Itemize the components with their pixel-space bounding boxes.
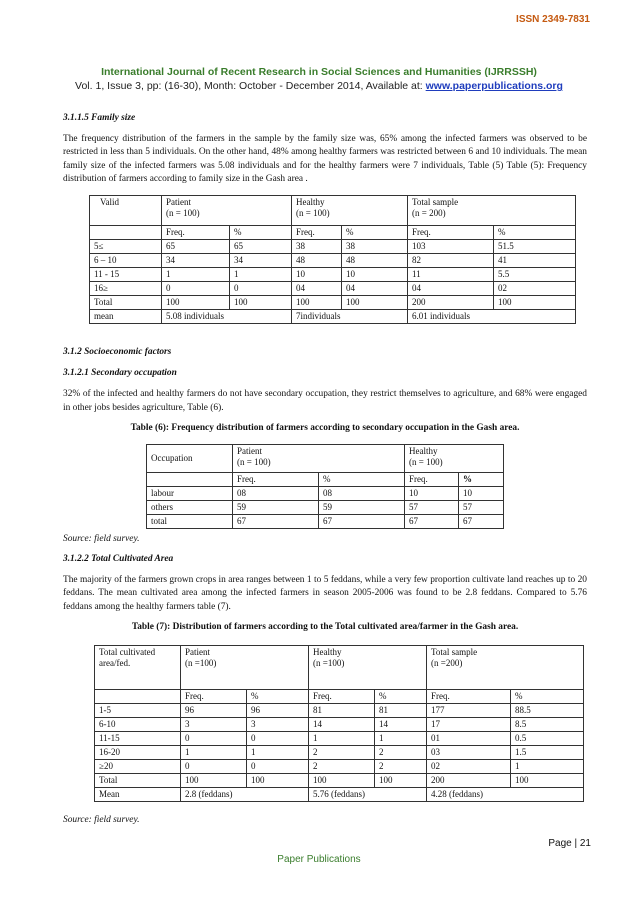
section-heading: 3.1.2.2 Total Cultivated Area xyxy=(63,554,174,564)
row-label: 5≤ xyxy=(90,240,162,254)
row-label: ≥20 xyxy=(95,760,181,774)
cell: 0 xyxy=(181,732,247,746)
th-freq: Freq. xyxy=(292,226,342,240)
mean-patient: 2.8 (feddans) xyxy=(181,788,309,802)
source-note: Source: field survey. xyxy=(63,534,140,544)
th-freq: Freq. xyxy=(408,226,494,240)
cell: 0 xyxy=(181,760,247,774)
table-row xyxy=(90,282,576,296)
row-label: Total xyxy=(95,774,181,788)
th-freq: Freq. xyxy=(181,690,247,704)
cell: 57 xyxy=(405,501,459,515)
cell: 1 xyxy=(162,268,230,282)
row-label: total xyxy=(147,515,233,529)
th-freq: Freq. xyxy=(233,473,319,487)
cell: 10 xyxy=(342,268,408,282)
cell xyxy=(95,690,181,704)
cell: 8.5 xyxy=(511,718,584,732)
cell: 2 xyxy=(309,746,375,760)
cell: 100 xyxy=(230,296,292,310)
cell: 3 xyxy=(247,718,309,732)
row-label: 16-20 xyxy=(95,746,181,760)
volume-text: Vol. 1, Issue 3, pp: (16-30), Month: October - December 2014, Available at: xyxy=(75,80,426,92)
mean-total: 6.01 individuals xyxy=(408,310,576,324)
section-family-size xyxy=(63,112,587,186)
cell: 14 xyxy=(375,718,427,732)
table-6 xyxy=(146,444,504,529)
cell: 04 xyxy=(292,282,342,296)
cell: 81 xyxy=(375,704,427,718)
th-healthy: Healthy (n = 100) xyxy=(405,445,504,473)
cell: 04 xyxy=(408,282,494,296)
row-label: others xyxy=(147,501,233,515)
th-pct: % xyxy=(230,226,292,240)
th-pct: % xyxy=(511,690,584,704)
cell: 2 xyxy=(375,760,427,774)
cell: 2 xyxy=(375,746,427,760)
cell: 04 xyxy=(342,282,408,296)
table-row xyxy=(90,254,576,268)
cell: 59 xyxy=(319,501,405,515)
cell: 67 xyxy=(459,515,504,529)
th-pct: % xyxy=(375,690,427,704)
th-area: Total cultivated area/fed. xyxy=(95,646,181,690)
cell: 67 xyxy=(233,515,319,529)
cell: 34 xyxy=(230,254,292,268)
cell: 81 xyxy=(309,704,375,718)
cell: 177 xyxy=(427,704,511,718)
mean-label: Mean xyxy=(95,788,181,802)
cell: 0.5 xyxy=(511,732,584,746)
table-row xyxy=(95,746,584,760)
cell: 200 xyxy=(408,296,494,310)
cell: 11 xyxy=(408,268,494,282)
row-label: 6 – 10 xyxy=(90,254,162,268)
cell: 02 xyxy=(494,282,576,296)
cell: 38 xyxy=(342,240,408,254)
table-caption: Table (7): Distribution of farmers according to the Total cultivated area/farmer in the Gash area. xyxy=(131,621,519,632)
mean-total: 4.28 (feddans) xyxy=(427,788,584,802)
table-row xyxy=(95,774,584,788)
cell: 100 xyxy=(181,774,247,788)
cell: 14 xyxy=(309,718,375,732)
cell: 0 xyxy=(230,282,292,296)
cell: 5.5 xyxy=(494,268,576,282)
cell xyxy=(90,226,162,240)
table-7 xyxy=(94,645,584,802)
cell: 0 xyxy=(247,732,309,746)
publisher-name: Paper Publications xyxy=(277,854,361,865)
cell: 51.5 xyxy=(494,240,576,254)
cell: 82 xyxy=(408,254,494,268)
mean-patient: 5.08 individuals xyxy=(162,310,292,324)
cell: 100 xyxy=(375,774,427,788)
table-row xyxy=(95,704,584,718)
th-healthy: Healthy (n = 100) xyxy=(292,196,408,226)
row-label: 11-15 xyxy=(95,732,181,746)
cell: 96 xyxy=(247,704,309,718)
th-freq: Freq. xyxy=(309,690,375,704)
th-pct: % xyxy=(342,226,408,240)
cell: 100 xyxy=(247,774,309,788)
cell xyxy=(147,473,233,487)
mean-label: mean xyxy=(90,310,162,324)
journal-url-link[interactable]: www.paperpublications.org xyxy=(425,80,563,92)
row-label: Total xyxy=(90,296,162,310)
th-pct: % xyxy=(459,473,504,487)
cell: 02 xyxy=(427,760,511,774)
table-row xyxy=(147,515,504,529)
cell: 67 xyxy=(319,515,405,529)
section-heading: 3.1.2 Socioeconomic factors xyxy=(63,347,172,357)
th-pct: % xyxy=(247,690,309,704)
cell: 65 xyxy=(162,240,230,254)
table-row xyxy=(95,760,584,774)
row-label: 11 - 15 xyxy=(90,268,162,282)
cell: 2 xyxy=(309,760,375,774)
cell: 0 xyxy=(247,760,309,774)
cell: 100 xyxy=(494,296,576,310)
cell: 100 xyxy=(162,296,230,310)
cell: 100 xyxy=(511,774,584,788)
th-valid: Valid xyxy=(90,196,162,226)
th-pct: % xyxy=(494,226,576,240)
cell: 57 xyxy=(459,501,504,515)
section-cultivated-area xyxy=(63,553,587,634)
section-heading: 3.1.1.5 Family size xyxy=(63,113,136,123)
cell: 10 xyxy=(405,487,459,501)
cell: 0 xyxy=(162,282,230,296)
cell: 1.5 xyxy=(511,746,584,760)
source-note: Source: field survey. xyxy=(63,815,140,825)
issn-label: ISSN 2349-7831 xyxy=(516,14,590,25)
table-row xyxy=(95,718,584,732)
paragraph: 32% of the infected and healthy farmers do not have secondary occupation, they restrict themselves to agriculture, and 68% were engaged in other jobs besides agriculture, Table (6). xyxy=(63,389,587,413)
cell: 48 xyxy=(342,254,408,268)
table-row xyxy=(95,732,584,746)
table-row xyxy=(90,240,576,254)
cell: 08 xyxy=(319,487,405,501)
cell: 100 xyxy=(309,774,375,788)
cell: 38 xyxy=(292,240,342,254)
page-number: Page | 21 xyxy=(548,838,591,849)
cell: 17 xyxy=(427,718,511,732)
cell: 59 xyxy=(233,501,319,515)
th-freq: Freq. xyxy=(427,690,511,704)
cell: 96 xyxy=(181,704,247,718)
th-total: Total sample (n = 200) xyxy=(408,196,576,226)
cell: 03 xyxy=(427,746,511,760)
section-heading: 3.1.2.1 Secondary occupation xyxy=(63,368,177,379)
th-freq: Freq. xyxy=(162,226,230,240)
cell: 100 xyxy=(342,296,408,310)
cell: 103 xyxy=(408,240,494,254)
cell: 1 xyxy=(230,268,292,282)
cell: 34 xyxy=(162,254,230,268)
cell: 1 xyxy=(309,732,375,746)
volume-line xyxy=(0,80,638,92)
cell: 10 xyxy=(292,268,342,282)
section-secondary-occupation xyxy=(63,346,587,435)
table-row xyxy=(90,296,576,310)
th-healthy: Healthy (n =100) xyxy=(309,646,427,690)
cell: 65 xyxy=(230,240,292,254)
cell: 67 xyxy=(405,515,459,529)
cell: 08 xyxy=(233,487,319,501)
mean-healthy: 7individuals xyxy=(292,310,408,324)
table-row xyxy=(90,268,576,282)
th-patient: Patient (n = 100) xyxy=(162,196,292,226)
th-pct: % xyxy=(319,473,405,487)
table-row xyxy=(147,501,504,515)
table-5 xyxy=(89,195,576,324)
cell: 41 xyxy=(494,254,576,268)
row-label: 6-10 xyxy=(95,718,181,732)
row-label: 16≥ xyxy=(90,282,162,296)
th-occupation: Occupation xyxy=(147,445,233,473)
paragraph: The frequency distribution of the farmers in the sample by the family size was, 65% among the infected farmers was observed to be restricted in less than 5 individuals. On the other hand, 48% among healthy farmers was restricted between 6 and 10 individuals. The mean family size of the infected farmers was 5.08 individuals and for the healthy farmers were 7 individuals, Table (5) Table (5): Frequency distribution of farmers according to family size in the Gash area . xyxy=(63,134,587,184)
cell: 100 xyxy=(292,296,342,310)
paragraph: The majority of the farmers grown crops in area ranges between 1 to 5 feddans, while a very few proportion cultivate land reaches up to 20 feddans. The mean cultivated area among the infected farmers in season 2005-2006 was found to be 2.8 feddans. Compared to 5.76 feddans among the healthy farmers table (7). xyxy=(63,575,587,612)
cell: 1 xyxy=(181,746,247,760)
cell: 48 xyxy=(292,254,342,268)
th-patient: Patient (n = 100) xyxy=(233,445,405,473)
table-caption: Table (6): Frequency distribution of farmers according to secondary occupation in the Gash area. xyxy=(130,422,520,433)
cell: 1 xyxy=(511,760,584,774)
th-freq: Freq. xyxy=(405,473,459,487)
cell: 01 xyxy=(427,732,511,746)
th-total: Total sample (n =200) xyxy=(427,646,584,690)
th-patient: Patient (n =100) xyxy=(181,646,309,690)
mean-healthy: 5.76 (feddans) xyxy=(309,788,427,802)
journal-title: International Journal of Recent Research in Social Sciences and Humanities (IJRRSSH) xyxy=(101,66,537,78)
table-row xyxy=(147,487,504,501)
row-label: labour xyxy=(147,487,233,501)
cell: 3 xyxy=(181,718,247,732)
row-label: 1-5 xyxy=(95,704,181,718)
cell: 1 xyxy=(247,746,309,760)
cell: 200 xyxy=(427,774,511,788)
cell: 1 xyxy=(375,732,427,746)
cell: 10 xyxy=(459,487,504,501)
cell: 88.5 xyxy=(511,704,584,718)
